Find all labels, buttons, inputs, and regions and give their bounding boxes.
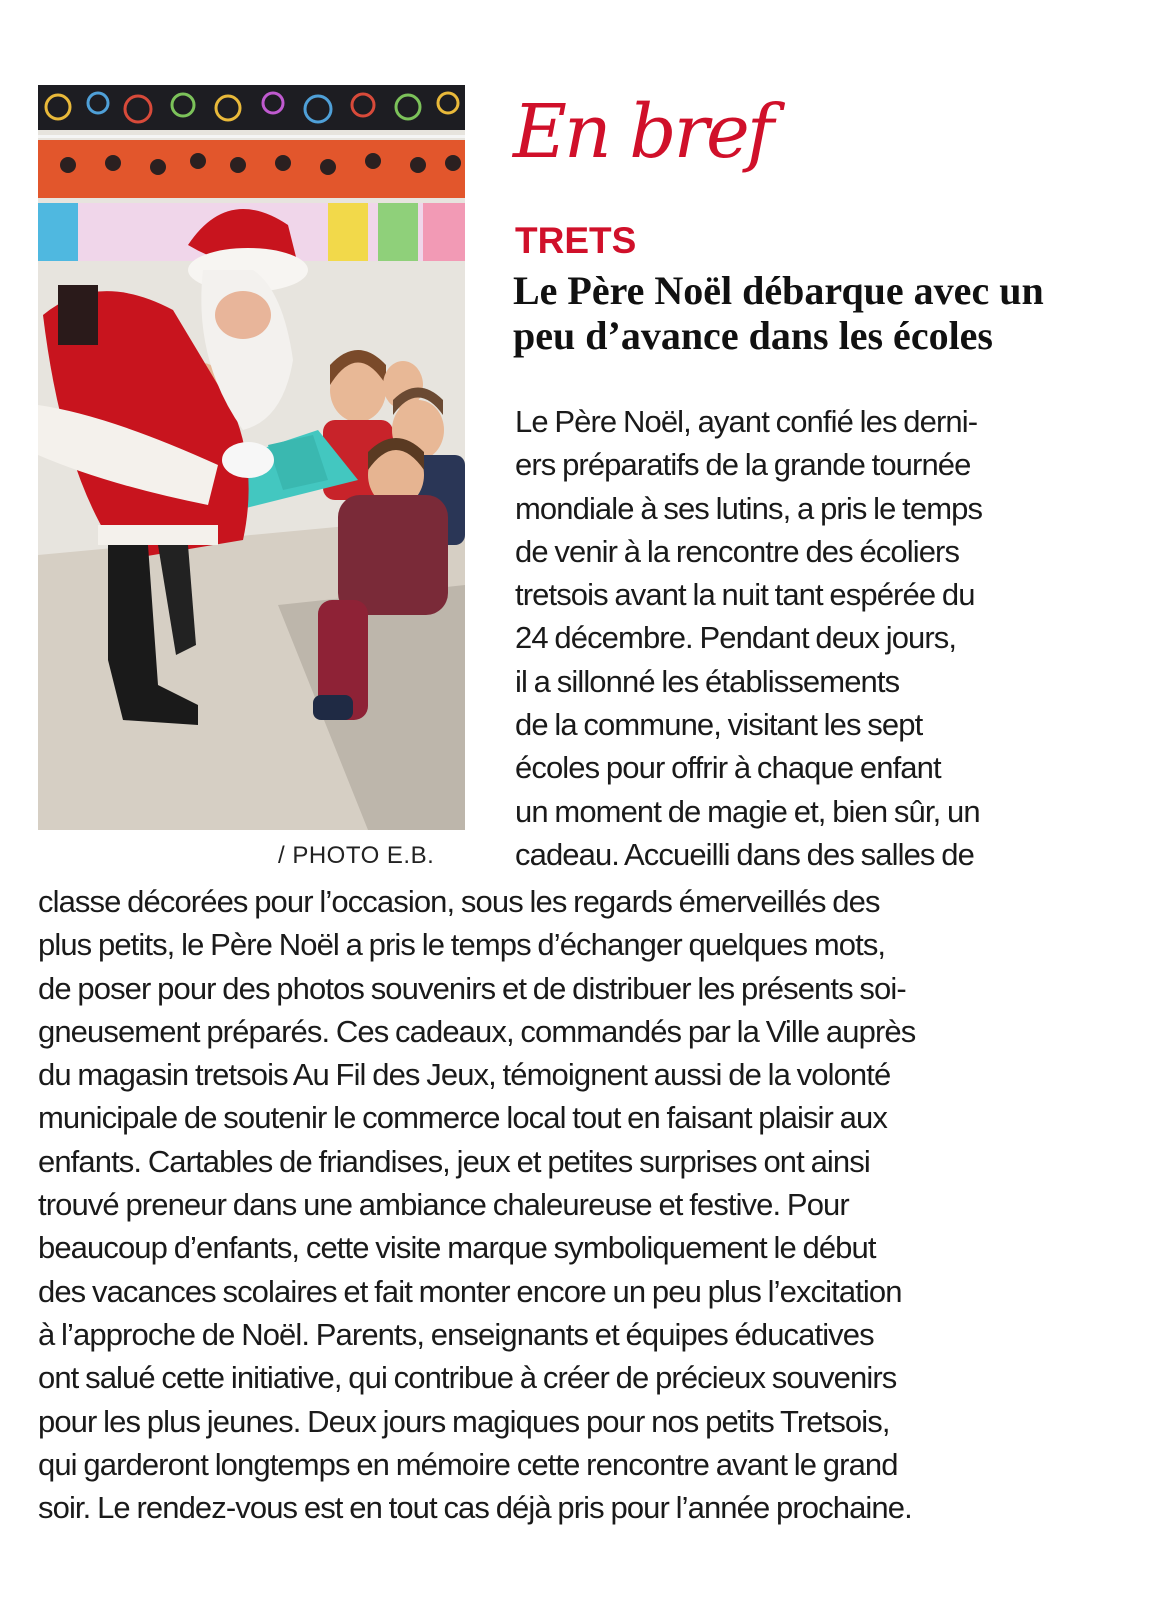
- photo-credit: / PHOTO E.B.: [278, 842, 435, 869]
- article-headline: Le Père Noël débarque avec un peu d’avance dans les écoles: [513, 268, 1044, 358]
- article-body-column: Le Père Noël, ayant confié les derni- ers préparatifs de la grande tournée mondiale à ses lutins, a pris le temps de venir à la rencontre des écoliers tretsois avant la nuit tant espérée du 24 décembre. Pendant deux jours, il a sillonné les établissements de la commune, visitant les sept écoles pour offrir à chaque enfant un moment de magie et, bien sûr, un cadeau. Accueilli dans des salles de: [515, 404, 983, 872]
- article-kicker: TRETS: [515, 220, 637, 261]
- section-title: En bref: [513, 89, 772, 175]
- santa-photo: [38, 85, 465, 830]
- santa-photo-illustration: [38, 85, 465, 830]
- article-body-full-width: classe décorées pour l’occasion, sous les regards émerveillés des plus petits, le Père Noël a pris le temps d’échanger quelques mots, de poser pour des photos souvenirs et de distribuer les présents soi- gneusement préparés. Ces cadeaux, commandés par la Ville auprès du magasin tretsois Au Fil des Jeux, témoignent aussi de la volonté municipale de soutenir le commerce local tout en faisant plaisir aux enfants. Cartables de friandises, jeux et petites surprises ont ainsi trouvé preneur dans une ambiance chaleureuse et festive. Pour beaucoup d’enfants, cette visite marque symboliquement le début des vacances scolaires et fait monter encore un peu plus l’excitation à l’approche de Noël. Parents, enseignants et équipes éducatives ont salué cette initiative, qui contribue à créer de précieux souvenirs pour les plus jeunes. Deux jours magiques pour nos petits Tretsois, qui garderont longtemps en mémoire cette rencontre avant le grand soir. Le rendez-vous est en tout cas déjà pris pour l’année prochaine.: [38, 884, 916, 1526]
